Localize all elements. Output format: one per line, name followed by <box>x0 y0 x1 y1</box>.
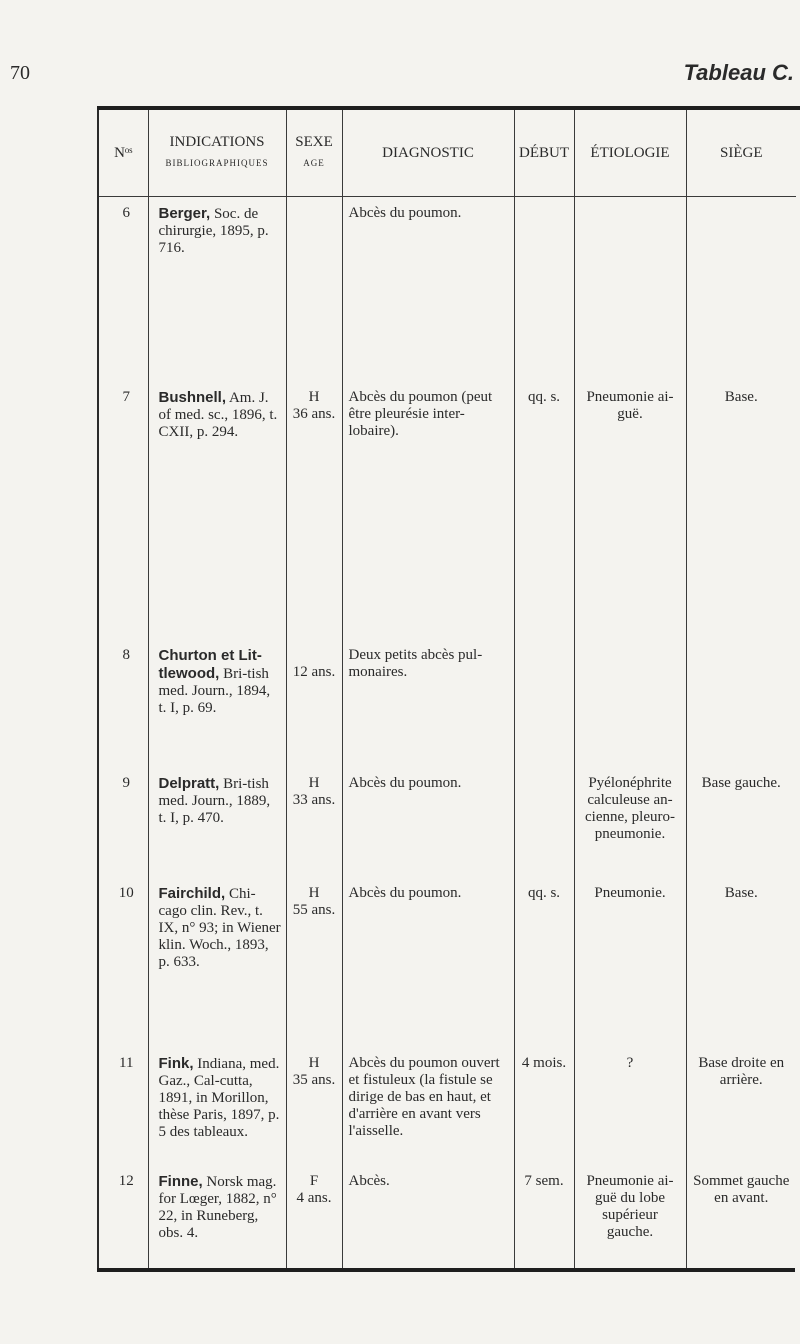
row-num: 9 <box>98 767 148 877</box>
row-num: 12 <box>98 1165 148 1269</box>
row-bibliography <box>148 1165 286 1269</box>
row-debut: 7 sem. <box>514 1165 574 1269</box>
row-sexe-age <box>286 1165 342 1269</box>
row-author: Bushnell, <box>158 388 227 406</box>
row-etiologie: Pyélonéphrite calculeuse an-cienne, pleuro-pneumonie. <box>574 767 686 877</box>
header-siege: SIÈGE <box>686 110 796 197</box>
row-author: Fairchild, <box>158 884 226 902</box>
row-author: Delpratt, <box>158 774 220 792</box>
row-siege: Base droite en arrière. <box>686 1047 796 1165</box>
row-sexe-age <box>286 197 342 381</box>
row-reference: Soc. de chirurgie, 1895, p. 716. <box>158 206 269 256</box>
row-debut <box>514 197 574 381</box>
row-diagnostic: Abcès. <box>342 1165 514 1269</box>
row-sexe: F <box>309 1172 319 1189</box>
row-author: Finne, <box>158 1172 203 1190</box>
row-siege: Base. <box>686 877 796 1047</box>
row-debut: qq. s. <box>514 381 574 639</box>
header-diagnostic: DIAGNOSTIC <box>342 110 514 197</box>
row-num: 10 <box>98 877 148 1047</box>
row-debut: qq. s. <box>514 877 574 1047</box>
header-etiologie: ÉTIOLOGIE <box>574 110 686 197</box>
row-sexe-age <box>286 1047 342 1165</box>
row-bibliography <box>148 1047 286 1165</box>
row-sexe: H <box>308 884 320 901</box>
row-diagnostic: Abcès du poumon (peut être pleurésie inter-lobaire). <box>342 381 514 639</box>
row-etiologie <box>574 639 686 767</box>
row-siege: Base. <box>686 381 796 639</box>
row-etiologie: Pneumonie. <box>574 877 686 1047</box>
row-sexe-age <box>286 877 342 1047</box>
row-num: 7 <box>98 381 148 639</box>
row-age: 33 ans. <box>292 791 336 808</box>
row-sexe-age <box>286 381 342 639</box>
row-etiologie: Pneumonie ai-guë du lobe supérieur gauche. <box>574 1165 686 1269</box>
row-sexe-age <box>286 767 342 877</box>
row-etiologie: Pneumonie ai-guë. <box>574 381 686 639</box>
row-sexe: H <box>308 388 320 405</box>
header-debut: DÉBUT <box>514 110 574 197</box>
row-diagnostic: Abcès du poumon. <box>342 767 514 877</box>
table-row <box>98 381 796 639</box>
row-siege <box>686 639 796 767</box>
table-row <box>98 639 796 767</box>
header-indications-sub: BIBLIOGRAPHIQUES <box>165 158 269 168</box>
row-debut <box>514 639 574 767</box>
header-age-sub: AGE <box>303 158 325 168</box>
row-sexe-age <box>286 639 342 767</box>
row-debut: 4 mois. <box>514 1047 574 1165</box>
row-reference: Bri-tish med. Journ., 1889, t. I, p. 470. <box>158 775 271 826</box>
table-row <box>98 1165 796 1269</box>
row-diagnostic: Abcès du poumon ouvert et fistuleux (la fistule se dirige de bas en haut, et d'arrière en avant vers l'aisselle. <box>342 1047 514 1165</box>
row-age: 12 ans. <box>292 663 336 680</box>
row-num: 11 <box>98 1047 148 1165</box>
table-row <box>98 1047 796 1165</box>
row-bibliography <box>148 767 286 877</box>
row-sexe: H <box>308 1054 320 1071</box>
header-indications-label: INDICATIONS <box>169 134 265 150</box>
row-bibliography <box>148 639 286 767</box>
row-bibliography <box>148 381 286 639</box>
row-siege: Sommet gauche en avant. <box>686 1165 796 1269</box>
row-author: Fink, <box>158 1054 194 1072</box>
row-age: 36 ans. <box>292 405 336 422</box>
header-num: Nᵒˢ <box>98 110 148 197</box>
row-siege: Base gauche. <box>686 767 796 877</box>
case-table <box>97 110 796 1268</box>
page-number: 70 <box>10 62 30 84</box>
row-num: 8 <box>98 639 148 767</box>
row-diagnostic: Deux petits abcès pul-monaires. <box>342 639 514 767</box>
table-container <box>97 110 795 1272</box>
row-reference: Bri-tish med. Journ., 1894, t. I, p. 69. <box>158 665 271 716</box>
row-reference: Chi-cago clin. Rev., t. IX, n° 93; in Wiener klin. Woch., 1893, p. 633. <box>158 885 281 970</box>
running-title: Tableau C. <box>683 60 794 85</box>
row-diagnostic: Abcès du poumon. <box>342 877 514 1047</box>
row-siege <box>686 197 796 381</box>
row-age: 4 ans. <box>296 1189 332 1206</box>
row-bibliography <box>148 877 286 1047</box>
row-etiologie: ? <box>574 1047 686 1165</box>
header-indications <box>148 110 286 197</box>
row-reference: Indiana, med. Gaz., Cal-cutta, 1891, in Morillon, thèse Paris, 1897, p. 5 des tableaux. <box>158 1055 280 1140</box>
row-age: 55 ans. <box>292 901 336 918</box>
row-author: Berger, <box>158 205 211 222</box>
row-etiologie <box>574 197 686 381</box>
row-debut <box>514 767 574 877</box>
row-diagnostic: Abcès du poumon. <box>342 197 514 381</box>
header-row <box>98 110 796 197</box>
row-num: 6 <box>98 197 148 381</box>
table-row <box>98 767 796 877</box>
table-row <box>98 197 796 381</box>
header-sexe-label: SEXE <box>295 134 333 150</box>
row-bibliography <box>148 197 286 381</box>
row-age: 35 ans. <box>292 1071 336 1088</box>
row-reference: Am. J. of med. sc., 1896, t. CXII, p. 294. <box>158 389 278 440</box>
table-row <box>98 877 796 1047</box>
row-reference: Norsk mag. for Lœger, 1882, n° 22, in Runeberg, obs. 4. <box>158 1173 277 1241</box>
row-author: Churton et Lit-tlewood, <box>158 646 262 682</box>
row-sexe: H <box>308 774 320 791</box>
header-sexe <box>286 110 342 197</box>
